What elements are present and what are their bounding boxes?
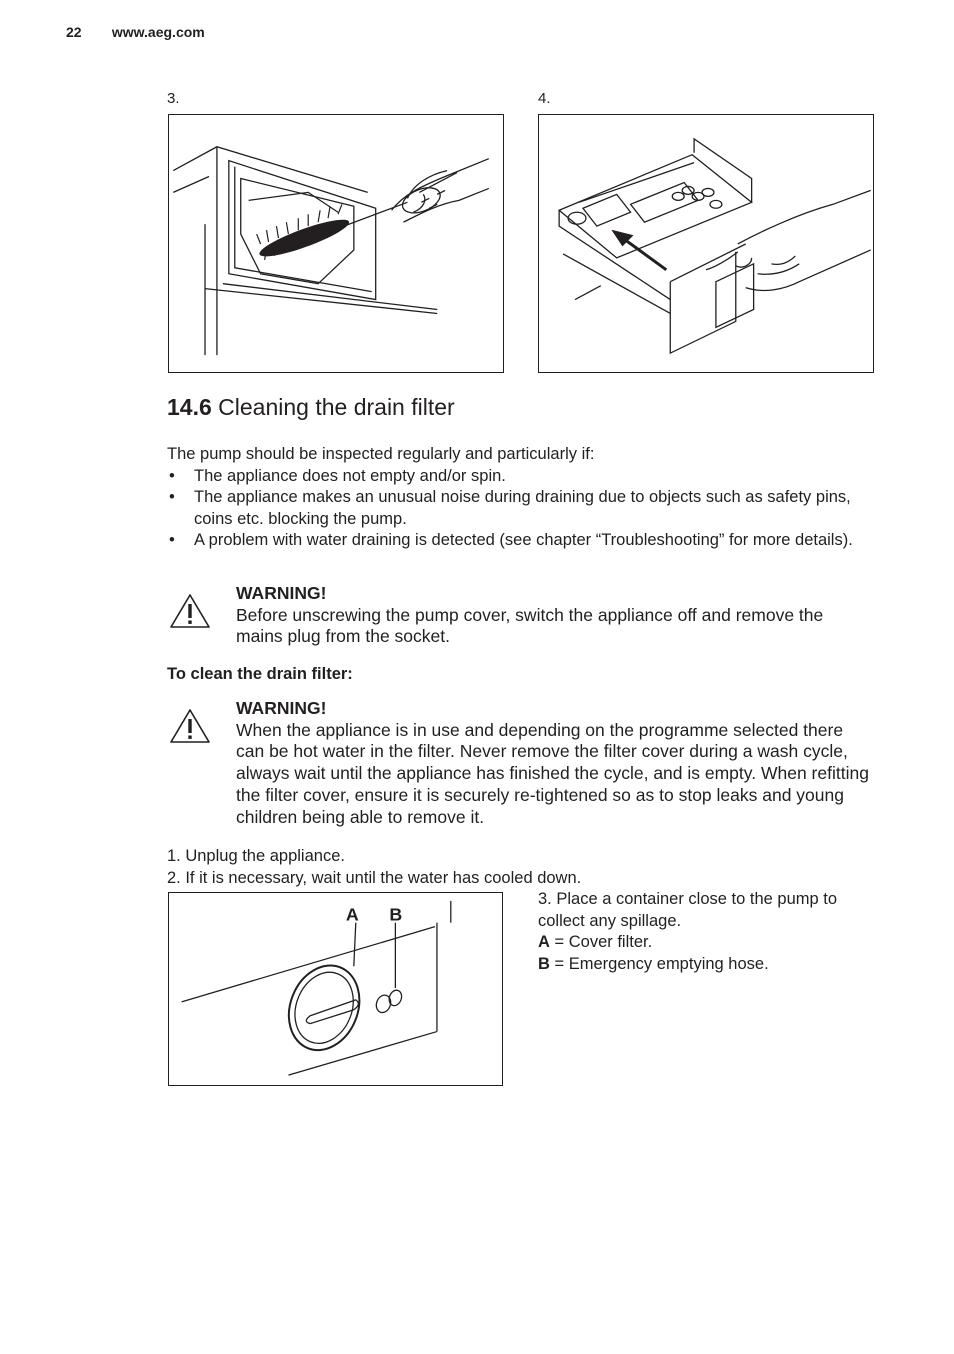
section-number: 14.6 (167, 394, 212, 420)
legend-b-text: = Emergency emptying hose. (549, 954, 769, 973)
page-number: 22 (66, 24, 82, 40)
warning-box-1 (167, 583, 873, 648)
label-a: A (345, 904, 359, 925)
figure-4-label: 4. (538, 90, 551, 107)
step-item: 1. Unplug the appliance. (167, 847, 345, 865)
warning-text: When the appliance is in use and depending on the programme selected there can be hot water in the filter. Never remove the filter cover during a wash cycle, always wait until the appliance has finished the cycle, and is empty. When refitting the filter cover, ensure it is securely re-tightened so as to stop leaks and young children being able to remove it. (236, 719, 869, 827)
warning-triangle-icon (169, 593, 211, 629)
intro-block (167, 444, 873, 552)
drawer-insert-illustration (539, 115, 873, 372)
legend-a-key: A (538, 933, 550, 951)
intro-text: The pump should be inspected regularly and particularly if: (167, 445, 595, 463)
step-3-text: 3. Place a container close to the pump to collect any spillage. (538, 890, 838, 930)
warning-box-2 (167, 698, 873, 828)
procedure-subheading: To clean the drain filter: (167, 665, 353, 683)
website-url: www.aeg.com (111, 24, 205, 40)
figure-4-insert-drawer (538, 114, 874, 373)
warning-title: WARNING! (236, 698, 327, 718)
warning-triangle-icon (169, 708, 211, 744)
warning-title: WARNING! (236, 583, 327, 603)
figure-3-label: 3. (167, 90, 180, 107)
legend-b-key: B (538, 954, 550, 973)
bullet-item: • The appliance makes an unusual noise during draining due to objects such as safety pins, coins etc. blocking the pump. (167, 487, 873, 530)
label-b: B (389, 904, 403, 925)
step-item: 2. If it is necessary, wait until the water has cooled down. (167, 868, 582, 887)
bullet-list (167, 466, 873, 552)
brush-cleaning-illustration (169, 115, 503, 372)
steps-list (167, 846, 581, 889)
bullet-item: • The appliance does not empty and/or spin. (167, 466, 873, 488)
pump-cover-illustration (169, 893, 502, 1085)
page-header (66, 24, 205, 40)
figure-3-brush-cleaning (168, 114, 504, 373)
warning-text: Before unscrewing the pump cover, switch the appliance off and remove the mains plug from the socket. (236, 604, 824, 647)
figure-pump-cover (168, 892, 503, 1086)
section-title: Cleaning the drain filter (218, 394, 455, 420)
legend-a (538, 932, 878, 954)
bullet-item: • A problem with water draining is detected (see chapter “Troubleshooting” for more details). (167, 530, 873, 552)
legend-a-text: = Cover filter. (549, 933, 653, 951)
step-3-block (538, 889, 878, 975)
section-heading (167, 394, 455, 421)
legend-b (538, 954, 878, 976)
